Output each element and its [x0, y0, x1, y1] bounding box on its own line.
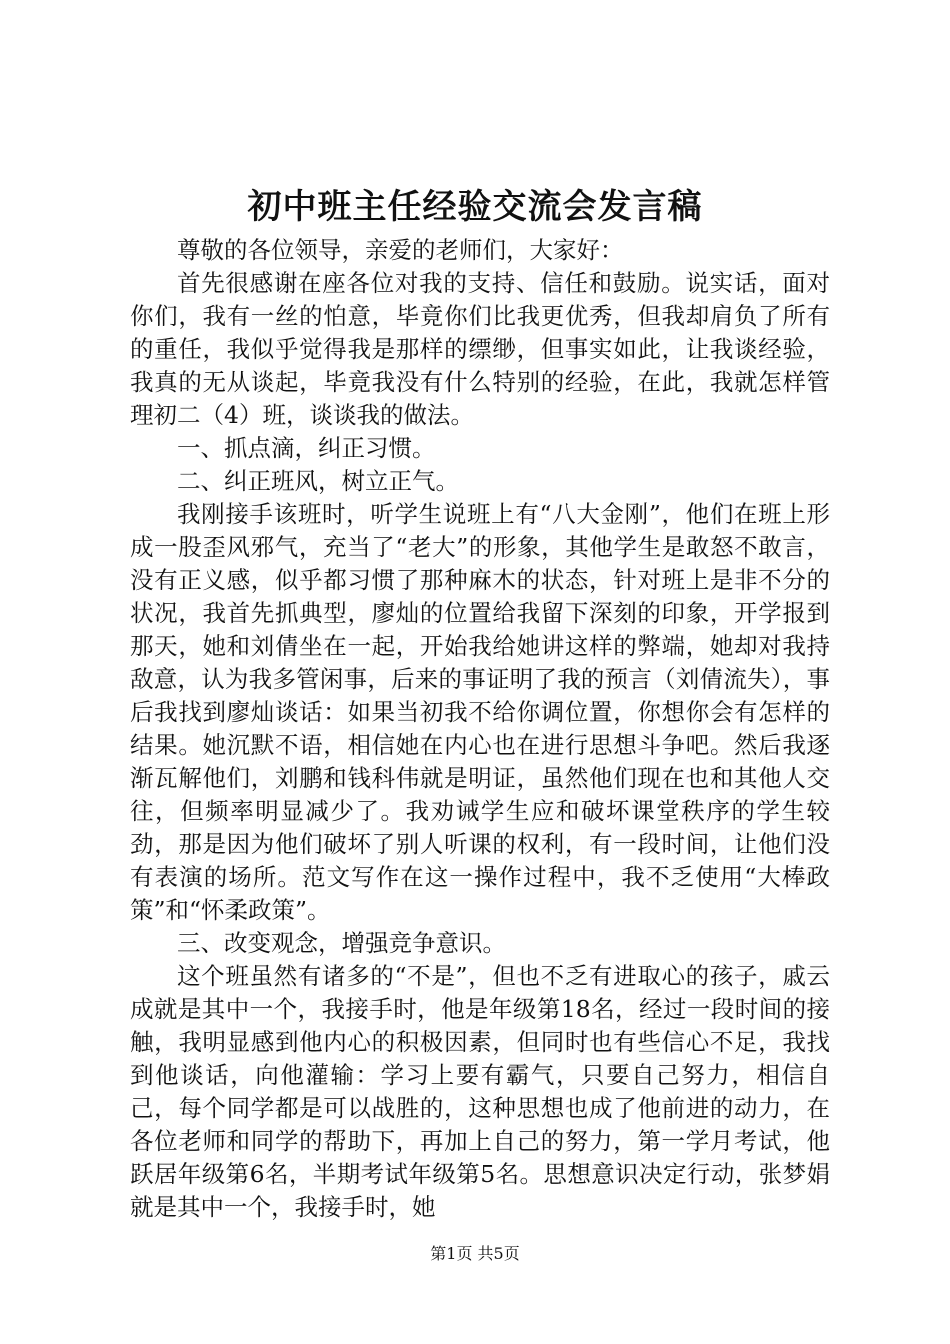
- paragraph: 首先很感谢在座各位对我的支持、信任和鼓励。说实话，面对你们，我有一丝的怕意，毕竟你们比我更优秀，但我却肩负了所有的重任，我似乎觉得我是那样的缥缈，但事实如此，让我谈经验，我真的无从谈起，毕竟我没有什么特别的经验，在此，我就怎样管理初二（4）班，谈谈我的做法。: [130, 269, 830, 429]
- paragraph: 我刚接手该班时，听学生说班上有“八大金刚”，他们在班上形成一股歪风邪气，充当了“老大”的形象，其他学生是敢怒不敢言，没有正义感，似乎都习惯了那种麻木的状态，针对班上是非不分的状况，我首先抓典型，廖灿的位置给我留下深刻的印象，开学报到那天，她和刘倩坐在一起，开始我给她讲这样的弊端，她却对我持敌意，认为我多管闲事，后来的事证明了我的预言（刘倩流失），事后我找到廖灿谈话：如果当初我不给你调位置，你想你会有怎样的结果。她沉默不语，相信她在内心也在进行思想斗争吧。然后我逐渐瓦解他们，刘鹏和钱科伟就是明证，虽然他们现在也和其他人交往，但频率明显减少了。我劝诫学生应和破坏课堂秩序的学生较劲，那是因为他们破坏了别人听课的权利，有一段时间，让他们没有表演的场所。范文写作在这一操作过程中，我不乏使用“大棒政策”和“怀柔政策”。: [130, 500, 830, 924]
- paragraph: 这个班虽然有诸多的“不是”，但也不乏有进取心的孩子，戚云成就是其中一个，我接手时，他是年级第18名，经过一段时间的接触，我明显感到他内心的积极因素，但同时也有些信心不足，我找到他谈话，向他灌输：学习上要有霸气，只要自己努力，相信自己，每个同学都是可以战胜的，这种思想也成了他前进的动力，在各位老师和同学的帮助下，再加上自己的努力，第一学月考试，他跃居年级第6名，半期考试年级第5名。思想意识决定行动，张梦娟就是其中一个，我接手时，她: [130, 962, 830, 1221]
- page-number: 第1页 共5页: [430, 1244, 520, 1263]
- document-body: [130, 234, 830, 1224]
- section-heading: 三、改变观念，增强竞争意识。: [177, 929, 506, 957]
- section-heading: 二、纠正班风，树立正气。: [177, 467, 459, 495]
- paragraph: 尊敬的各位领导，亲爱的老师们，大家好：: [177, 236, 624, 264]
- section-heading: 一、抓点滴，纠正习惯。: [177, 434, 436, 462]
- document-title: 初中班主任经验交流会发言稿: [247, 187, 703, 227]
